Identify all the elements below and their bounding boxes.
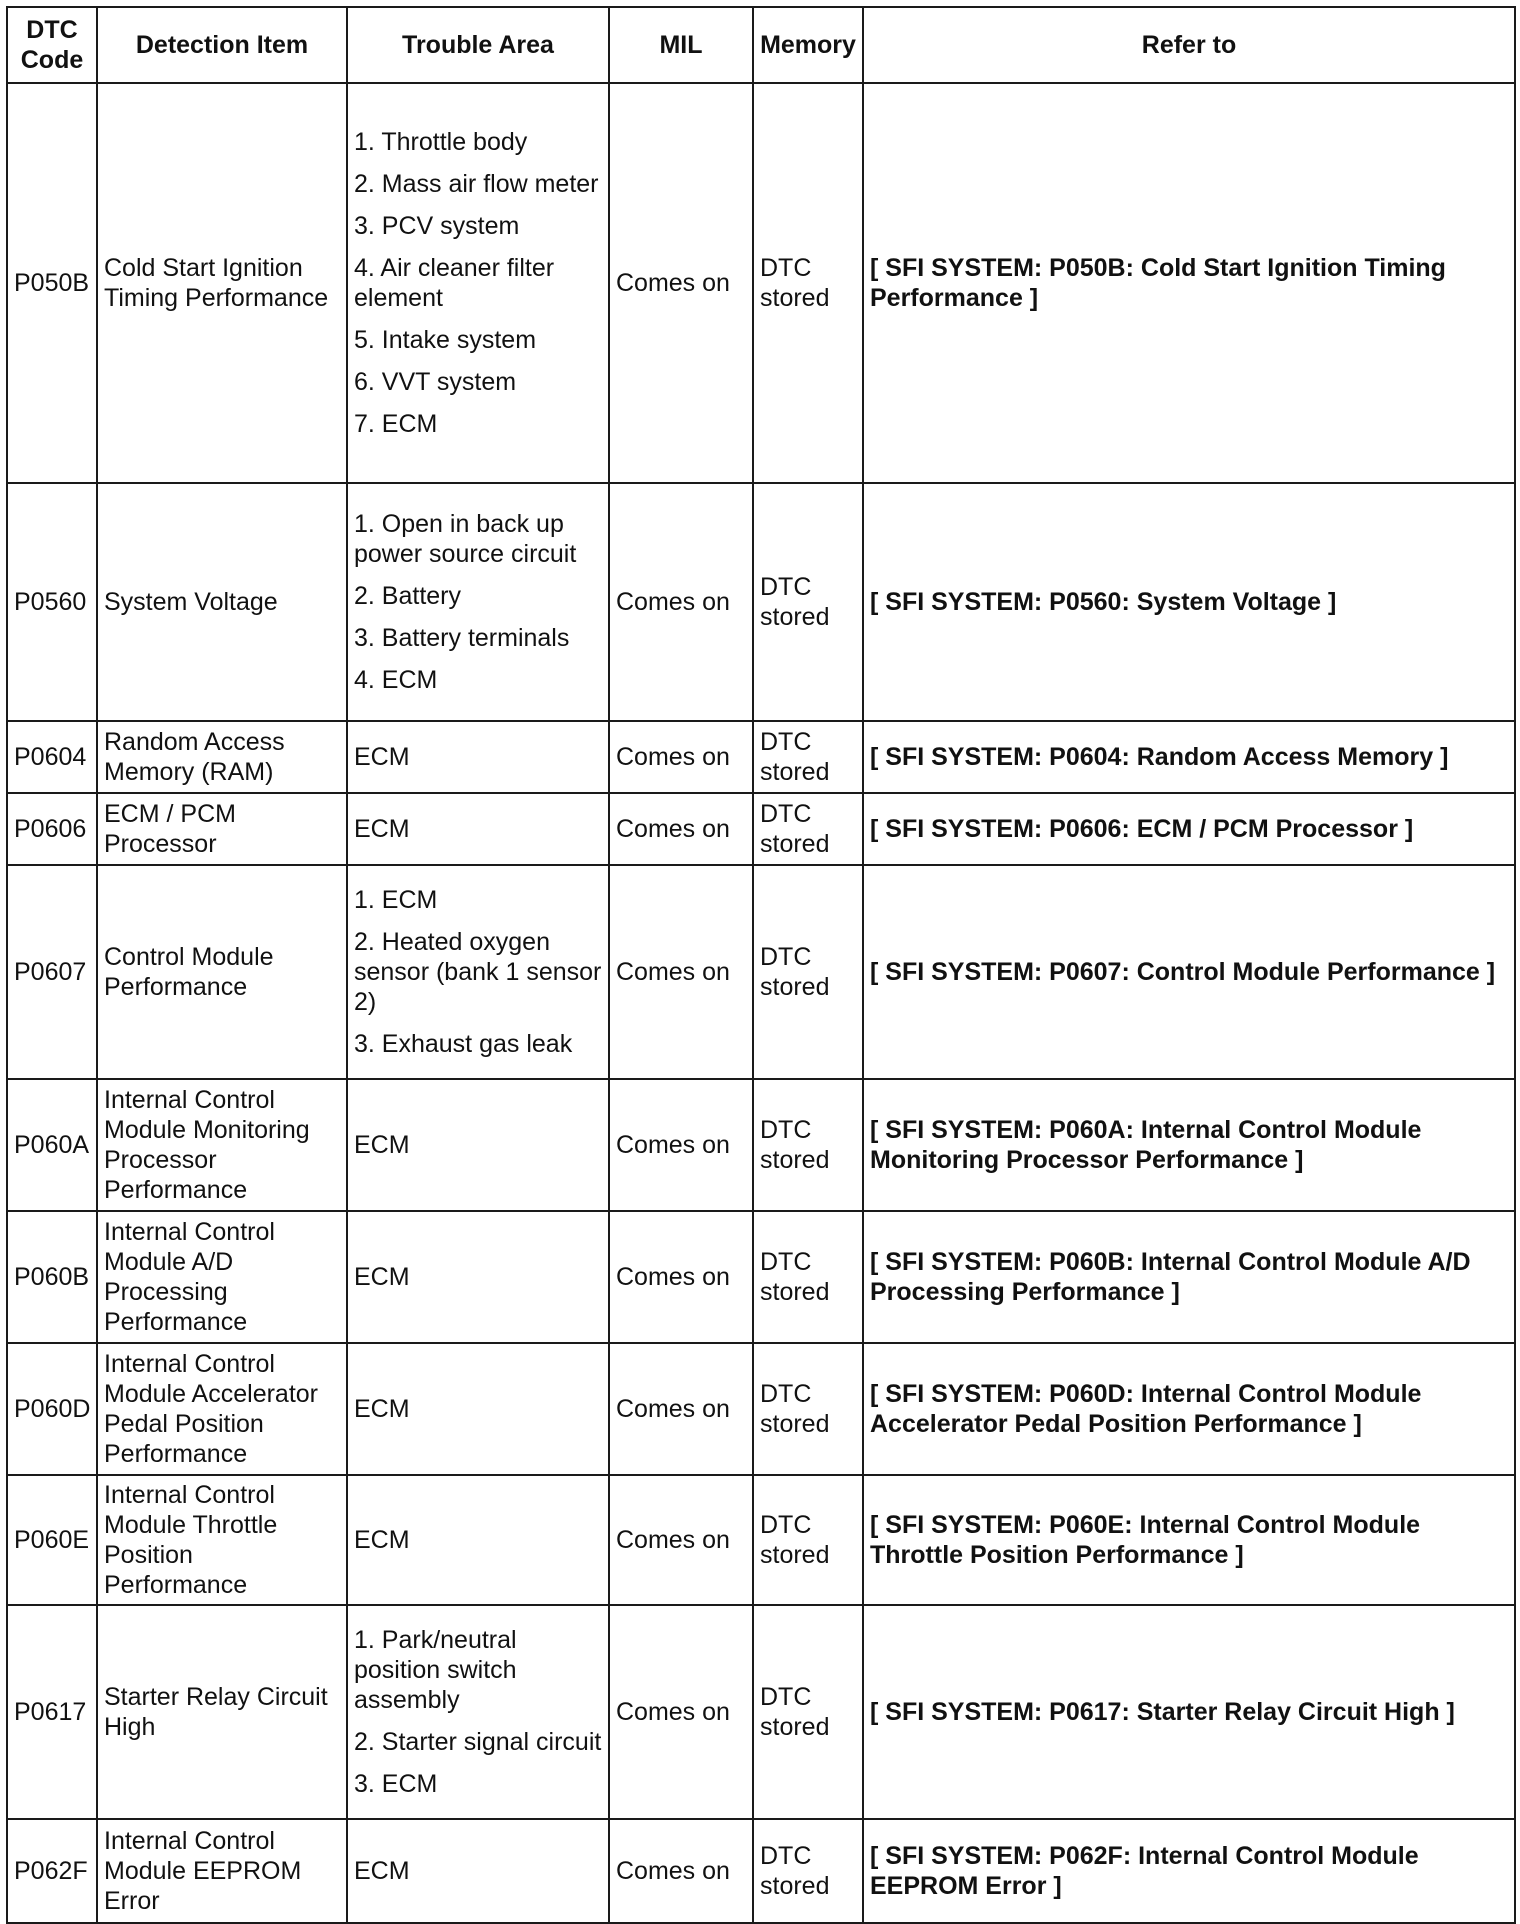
- dtc-code-cell: P060B: [7, 1211, 97, 1343]
- detection-item-cell: Internal Control Module EEPROM Error: [97, 1819, 347, 1923]
- detection-item-cell: Internal Control Module A/D Processing Performance: [97, 1211, 347, 1343]
- trouble-area-cell: [347, 793, 609, 865]
- table-row: [7, 1211, 1515, 1343]
- memory-cell: DTC stored: [753, 1079, 863, 1211]
- trouble-area-cell: [347, 721, 609, 793]
- trouble-area-cell: [347, 1605, 609, 1819]
- trouble-area-item: ECM: [354, 815, 410, 843]
- trouble-area-item: 2. Heated oxygen sensor (bank 1 sensor 2): [354, 928, 602, 1016]
- refer-to-link: [ SFI SYSTEM: P0607: Control Module Performance ]: [863, 865, 1515, 1079]
- mil-cell: Comes on: [609, 1605, 753, 1819]
- header-row: [7, 7, 1515, 83]
- dtc-table: [6, 6, 1516, 1924]
- dtc-code-cell: P0617: [7, 1605, 97, 1819]
- trouble-area-cell: [347, 1475, 609, 1605]
- refer-to-link: [ SFI SYSTEM: P0560: System Voltage ]: [863, 483, 1515, 721]
- detection-item-cell: ECM / PCM Processor: [97, 793, 347, 865]
- header-dtc-code: DTC Code: [7, 7, 97, 83]
- trouble-area-item: 2. Starter signal circuit: [354, 1728, 602, 1756]
- header-refer-to: Refer to: [863, 7, 1515, 83]
- memory-cell: DTC stored: [753, 793, 863, 865]
- trouble-area-item: ECM: [354, 1395, 410, 1423]
- trouble-area-item: 3. ECM: [354, 1770, 438, 1798]
- detection-item-cell: Random Access Memory (RAM): [97, 721, 347, 793]
- trouble-area-item: 2. Mass air flow meter: [354, 170, 599, 198]
- mil-cell: Comes on: [609, 1819, 753, 1923]
- trouble-area-cell: [347, 1211, 609, 1343]
- table-row: [7, 865, 1515, 1079]
- detection-item-cell: Internal Control Module Monitoring Processor Performance: [97, 1079, 347, 1211]
- dtc-code-cell: P0560: [7, 483, 97, 721]
- mil-cell: Comes on: [609, 721, 753, 793]
- header-mil: MIL: [609, 7, 753, 83]
- trouble-area-cell: [347, 1343, 609, 1475]
- trouble-area-cell: [347, 83, 609, 483]
- header-memory: Memory: [753, 7, 863, 83]
- trouble-area-item: ECM: [354, 1857, 410, 1885]
- detection-item-cell: Cold Start Ignition Timing Performance: [97, 83, 347, 483]
- mil-cell: Comes on: [609, 1343, 753, 1475]
- trouble-area-item: 7. ECM: [354, 410, 438, 438]
- dtc-code-cell: P0606: [7, 793, 97, 865]
- trouble-area-item: 2. Battery: [354, 582, 461, 610]
- trouble-area-item: ECM: [354, 743, 410, 771]
- trouble-area-list: [354, 509, 602, 695]
- header-detection-item: Detection Item: [97, 7, 347, 83]
- refer-to-link: [ SFI SYSTEM: P062F: Internal Control Module EEPROM Error ]: [863, 1819, 1515, 1923]
- dtc-code-cell: P0604: [7, 721, 97, 793]
- trouble-area-item: 3. Battery terminals: [354, 624, 570, 652]
- table-row: [7, 1605, 1515, 1819]
- detection-item-cell: Starter Relay Circuit High: [97, 1605, 347, 1819]
- trouble-area-list: [354, 885, 602, 1059]
- trouble-area-item: 4. Air cleaner filter element: [354, 254, 555, 312]
- table-row: [7, 483, 1515, 721]
- trouble-area-item: 5. Intake system: [354, 326, 537, 354]
- dtc-code-cell: P060E: [7, 1475, 97, 1605]
- table-row: [7, 1079, 1515, 1211]
- mil-cell: Comes on: [609, 1211, 753, 1343]
- dtc-code-cell: P050B: [7, 83, 97, 483]
- detection-item-cell: Internal Control Module Throttle Position Performance: [97, 1475, 347, 1605]
- memory-cell: DTC stored: [753, 1211, 863, 1343]
- header-trouble-area: Trouble Area: [347, 7, 609, 83]
- table-row: [7, 721, 1515, 793]
- trouble-area-cell: [347, 865, 609, 1079]
- dtc-code-cell: P060A: [7, 1079, 97, 1211]
- mil-cell: Comes on: [609, 865, 753, 1079]
- trouble-area-item: ECM: [354, 1263, 410, 1291]
- refer-to-link: [ SFI SYSTEM: P060B: Internal Control Module A/D Processing Performance ]: [863, 1211, 1515, 1343]
- trouble-area-list: [354, 127, 602, 439]
- table-row: [7, 83, 1515, 483]
- detection-item-cell: Internal Control Module Accelerator Pedal Position Performance: [97, 1343, 347, 1475]
- memory-cell: DTC stored: [753, 1605, 863, 1819]
- refer-to-link: [ SFI SYSTEM: P050B: Cold Start Ignition Timing Performance ]: [863, 83, 1515, 483]
- refer-to-link: [ SFI SYSTEM: P060D: Internal Control Module Accelerator Pedal Position Performance ]: [863, 1343, 1515, 1475]
- trouble-area-item: 1. ECM: [354, 886, 438, 914]
- refer-to-link: [ SFI SYSTEM: P0604: Random Access Memory ]: [863, 721, 1515, 793]
- trouble-area-item: 3. Exhaust gas leak: [354, 1030, 573, 1058]
- trouble-area-item: 3. PCV system: [354, 212, 520, 240]
- trouble-area-item: ECM: [354, 1131, 410, 1159]
- memory-cell: DTC stored: [753, 721, 863, 793]
- table-body: [7, 83, 1515, 1923]
- dtc-table-container: [6, 6, 1514, 1924]
- table-row: [7, 1475, 1515, 1605]
- memory-cell: DTC stored: [753, 483, 863, 721]
- memory-cell: DTC stored: [753, 865, 863, 1079]
- detection-item-cell: System Voltage: [97, 483, 347, 721]
- trouble-area-item: 1. Open in back up power source circuit: [354, 510, 577, 568]
- trouble-area-cell: [347, 483, 609, 721]
- trouble-area-item: ECM: [354, 1526, 410, 1554]
- mil-cell: Comes on: [609, 1475, 753, 1605]
- mil-cell: Comes on: [609, 483, 753, 721]
- trouble-area-item: 1. Park/neutral position switch assembly: [354, 1626, 517, 1714]
- trouble-area-item: 6. VVT system: [354, 368, 517, 396]
- trouble-area-list: [354, 1625, 602, 1799]
- mil-cell: Comes on: [609, 1079, 753, 1211]
- table-row: [7, 1819, 1515, 1923]
- table-row: [7, 1343, 1515, 1475]
- dtc-code-cell: P062F: [7, 1819, 97, 1923]
- detection-item-cell: Control Module Performance: [97, 865, 347, 1079]
- refer-to-link: [ SFI SYSTEM: P0606: ECM / PCM Processor ]: [863, 793, 1515, 865]
- memory-cell: DTC stored: [753, 1475, 863, 1605]
- dtc-code-cell: P060D: [7, 1343, 97, 1475]
- refer-to-link: [ SFI SYSTEM: P0617: Starter Relay Circuit High ]: [863, 1605, 1515, 1819]
- trouble-area-item: 4. ECM: [354, 666, 438, 694]
- mil-cell: Comes on: [609, 83, 753, 483]
- table-row: [7, 793, 1515, 865]
- dtc-code-cell: P0607: [7, 865, 97, 1079]
- memory-cell: DTC stored: [753, 1343, 863, 1475]
- refer-to-link: [ SFI SYSTEM: P060A: Internal Control Module Monitoring Processor Performance ]: [863, 1079, 1515, 1211]
- memory-cell: DTC stored: [753, 1819, 863, 1923]
- trouble-area-cell: [347, 1079, 609, 1211]
- trouble-area-item: 1. Throttle body: [354, 128, 528, 156]
- memory-cell: DTC stored: [753, 83, 863, 483]
- trouble-area-cell: [347, 1819, 609, 1923]
- mil-cell: Comes on: [609, 793, 753, 865]
- refer-to-link: [ SFI SYSTEM: P060E: Internal Control Module Throttle Position Performance ]: [863, 1475, 1515, 1605]
